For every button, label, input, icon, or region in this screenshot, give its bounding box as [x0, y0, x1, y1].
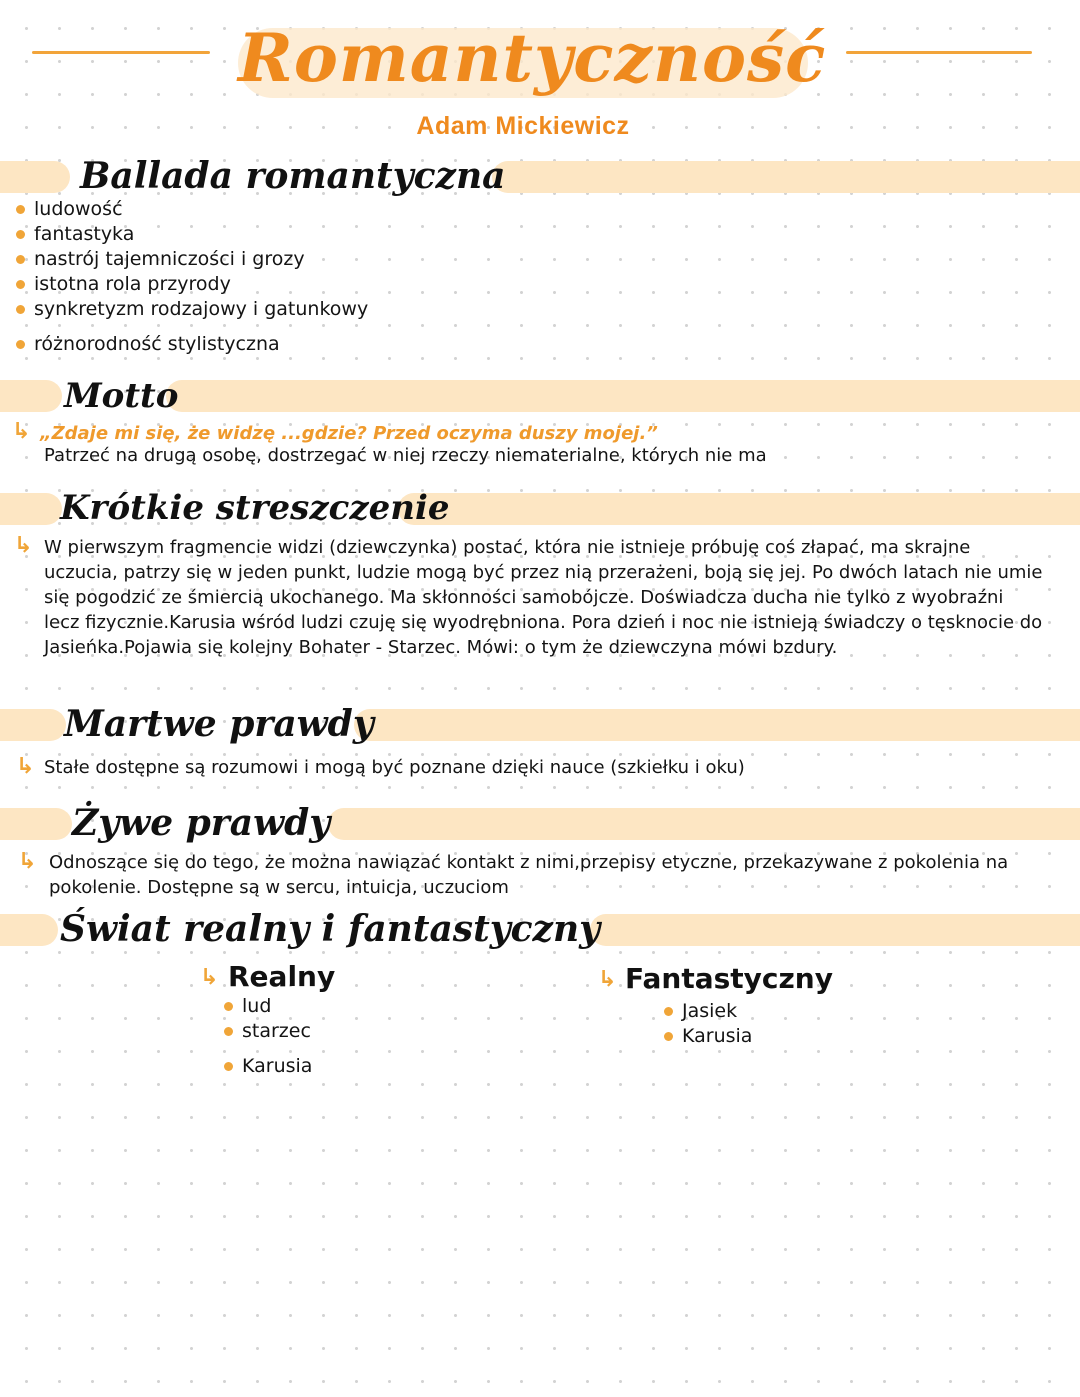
page-subtitle-author: Adam Mickiewicz [416, 112, 630, 140]
page-title: Romantyczność [238, 19, 827, 97]
list-item: synkretyzm rodzajowy i gatunkowy [16, 297, 368, 322]
motto-explanation: Patrzeć na drugą osobę, dostrzegać w niej rzeczy niematerialne, których nie ma [44, 445, 767, 466]
section-band-streszczenie-right [398, 493, 1080, 525]
list-item: lud [224, 994, 312, 1019]
fantastyczny-heading: Fantastyczny [625, 962, 833, 995]
summary-paragraph: W pierwszym fragmencie widzi (dziewczynka) postać, która nie istnieje próbuję coś złapać, ma skrajne uczucia, patrzy się w jeden punkt, ludzie mogą być przez nią przerażeni, boją się jej. Po dwóch latach nie umie się pogodzić ze śmiercią ukochanego. Ma skłonności samobójcze. Doświadcza ducha nie tylko z wyobraźni lecz fizycznie.Karusia wśród ludzi czuję się wyodrębniona. Pora dzień i noc nie istnieją świadczy o tęsknocie do Jasieńka.Pojawia się kolejny Bohater - Starzec. Mówi: o tym że dziewczyna mówi bzdury. [44, 537, 1043, 658]
arrow-icon: ↳ [16, 754, 35, 779]
arrow-icon: ↳ [18, 849, 37, 874]
section-band-swiat-left [0, 914, 58, 946]
section-heading-motto: Motto [64, 376, 179, 416]
section-band-zywe-right [328, 808, 1080, 840]
section-heading-ballada: Ballada romantyczna [80, 155, 506, 197]
dot-icon [16, 255, 25, 264]
list-item: ludowość [16, 197, 368, 222]
ballada-bullet-list [16, 197, 368, 357]
section-band-ballada-left [0, 161, 70, 193]
section-heading-zywe: Żywe prawdy [72, 802, 331, 844]
arrow-icon: ↳ [12, 419, 31, 444]
section-band-swiat-right [590, 914, 1080, 946]
realny-list [224, 994, 312, 1079]
arrow-icon: ↳ [14, 533, 33, 558]
section-band-zywe-left [0, 808, 72, 840]
arrow-icon: ↳ [200, 965, 219, 990]
fantastyczny-list [664, 999, 752, 1049]
dot-icon [224, 1027, 233, 1036]
dot-icon [16, 230, 25, 239]
section-band-martwe-left [0, 709, 66, 741]
list-item: istotna rola przyrody [16, 272, 368, 297]
zywe-text: Odnoszące się do tego, że można nawiązać kontakt z nimi,przepisy etyczne, przekazywane z pokolenia na pokolenie. Dostępne są w sercu, intuicja, uczuciom [49, 852, 1009, 898]
list-item: Karusia [664, 1024, 752, 1049]
list-item: różnorodność stylistyczna [16, 332, 368, 357]
dot-icon [224, 1002, 233, 1011]
realny-heading: Realny [228, 960, 336, 993]
dot-icon [16, 205, 25, 214]
section-heading-martwe: Martwe prawdy [64, 703, 374, 745]
dot-icon [16, 340, 25, 349]
list-item: Karusia [224, 1054, 312, 1079]
section-heading-streszczenie: Krótkie streszczenie [60, 488, 450, 528]
list-item: Jasiek [664, 999, 752, 1024]
title-line-right [846, 51, 1032, 54]
dot-icon [16, 305, 25, 314]
motto-quote: „Zdaje mi się, że widzę ...gdzie? Przed oczyma duszy mojej.” [40, 423, 658, 444]
list-item: starzec [224, 1019, 312, 1044]
section-band-motto-left [0, 380, 62, 412]
list-item: nastrój tajemniczości i grozy [16, 247, 368, 272]
dot-icon [664, 1007, 673, 1016]
dot-icon [16, 280, 25, 289]
martwe-text: Stałe dostępne są rozumowi i mogą być poznane dzięki nauce (szkiełku i oku) [44, 757, 745, 778]
section-band-streszczenie-left [0, 493, 62, 525]
title-line-left [32, 51, 210, 54]
section-band-motto-right [166, 380, 1080, 412]
list-item: fantastyka [16, 222, 368, 247]
section-heading-swiat: Świat realny i fantastyczny [60, 908, 601, 950]
section-band-martwe-right [354, 709, 1080, 741]
arrow-icon: ↳ [598, 967, 617, 992]
dot-icon [224, 1062, 233, 1071]
section-band-ballada-right [492, 161, 1080, 193]
dot-icon [664, 1032, 673, 1041]
